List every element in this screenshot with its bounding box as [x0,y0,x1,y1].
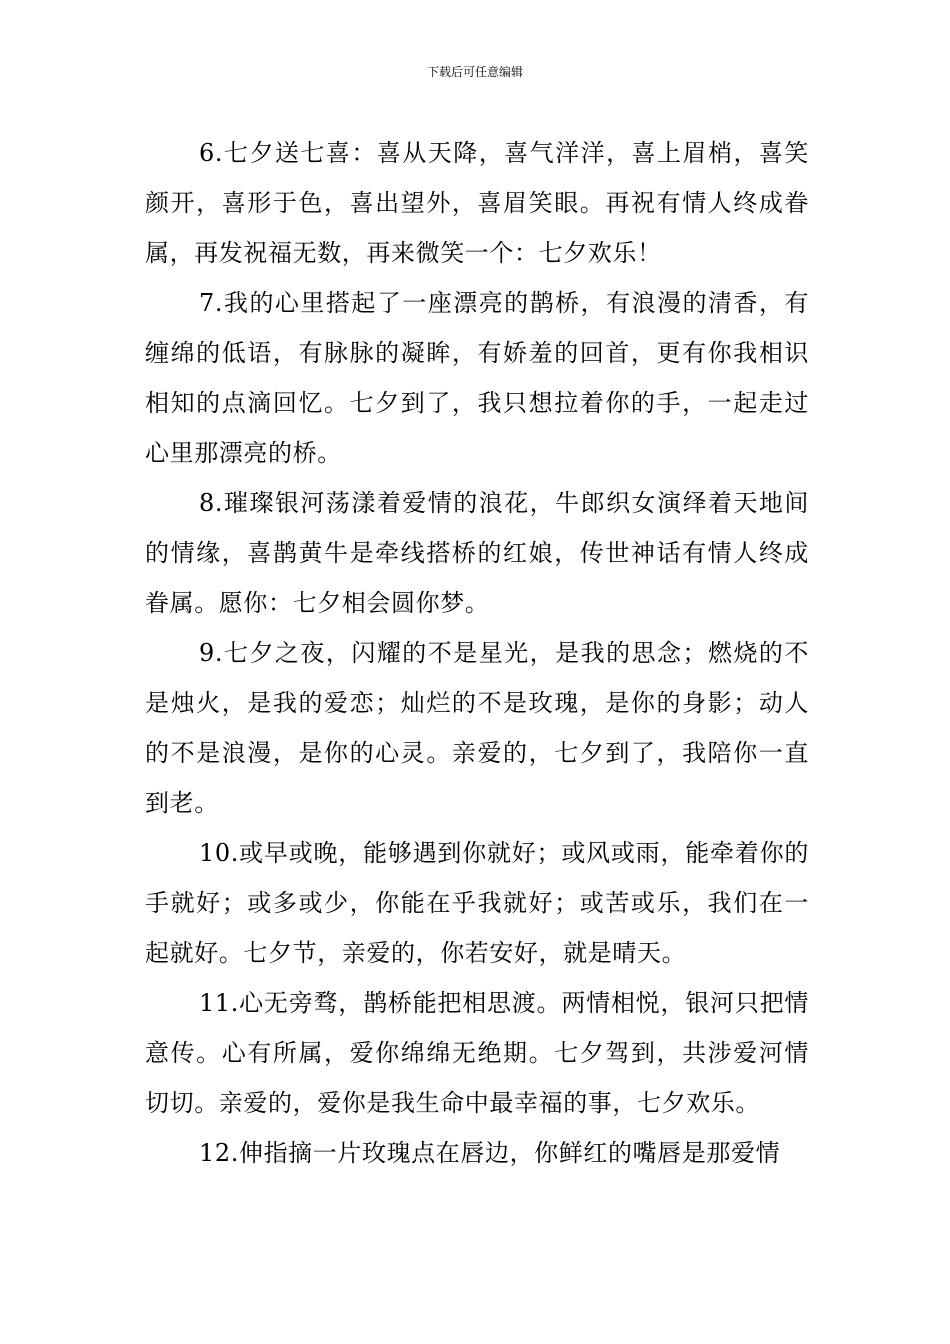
paragraph-7: 7.我的心里搭起了一座漂亮的鹊桥，有浪漫的清香，有缠绵的低语，有脉脉的凝眸，有娇羞的回首，更有你我相识相知的点滴回忆。七夕到了，我只想拉着你的手，一起走过心里那漂亮的桥。 [145,289,809,467]
page-header: 下载后可任意编辑 [426,65,523,79]
paragraph-6: 6.七夕送七喜：喜从天降，喜气洋洋，喜上眉梢，喜笑颜开，喜形于色，喜出望外，喜眉笑眼。再祝有情人终成眷属，再发祝福无数，再来微笑一个：七夕欢乐！ [145,139,809,267]
paragraph-8: 8.璀璨银河荡漾着爱情的浪花，牛郎织女演绎着天地间的情缘，喜鹊黄牛是牵线搭桥的红娘，传世神话有情人终成眷属。愿你：七夕相会圆你梦。 [145,489,809,617]
paragraph-10: 10.或早或晚，能够遇到你就好；或风或雨，能牵着你的手就好；或多或少，你能在乎我就好；或苦或乐，我们在一起就好。七夕节，亲爱的，你若安好，就是晴天。 [145,839,809,967]
paragraph-9: 9.七夕之夜，闪耀的不是星光，是我的思念；燃烧的不是烛火，是我的爱恋；灿烂的不是玫瑰，是你的身影；动人的不是浪漫，是你的心灵。亲爱的，七夕到了，我陪你一直到老。 [145,639,809,817]
paragraph-11: 11.心无旁骛，鹊桥能把相思渡。两情相悦，银河只把情意传。心有所属，爱你绵绵无绝期。七夕驾到，共涉爱河情切切。亲爱的，爱你是我生命中最幸福的事，七夕欢乐。 [145,989,809,1117]
document-body [145,128,809,1178]
paragraph-12: 12.伸指摘一片玫瑰点在唇边，你鲜红的嘴唇是那爱情 [199,1139,781,1167]
